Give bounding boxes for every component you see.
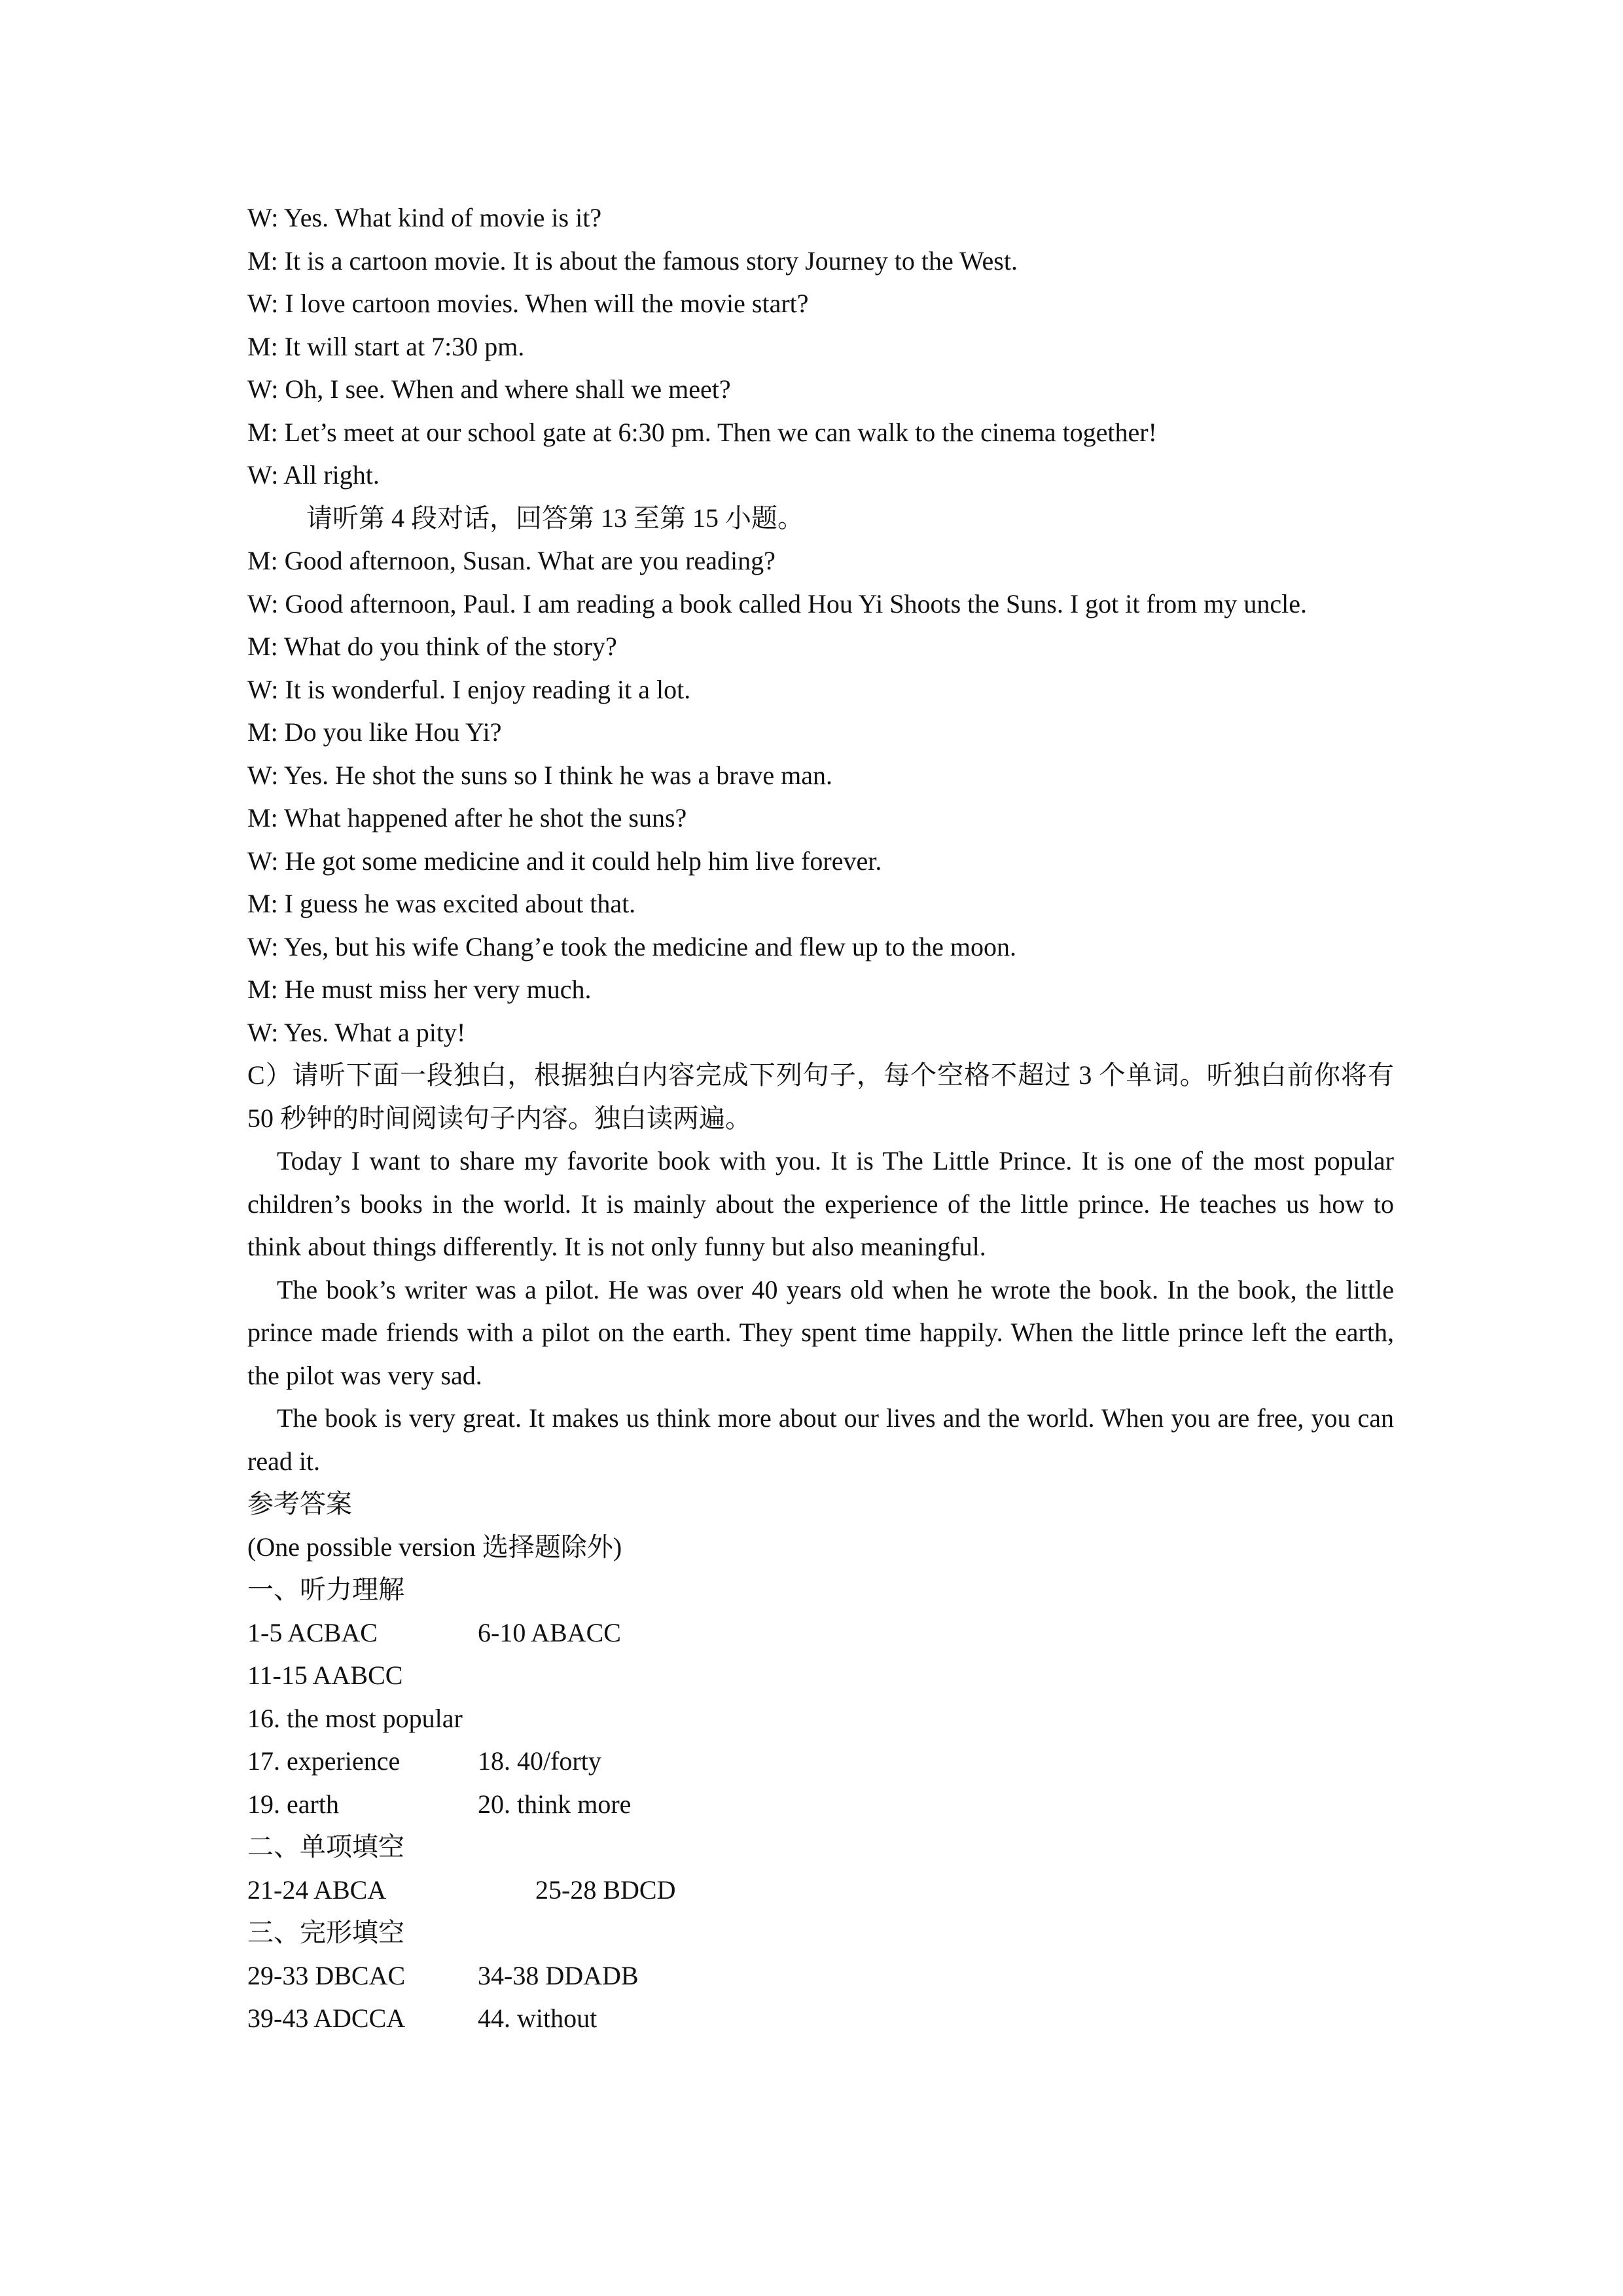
answer-cell: 44. without <box>478 2003 597 2033</box>
answer-cell: 18. 40/forty <box>478 1746 601 1776</box>
monologue-paragraph: Today I want to share my favorite book with you. It is The Little Prince. It is one of the most popular children’s books in the world. It is mainly about the experience of the little prince. He teaches us how to think about things differently. It is not only funny but also meaningful. <box>247 1146 1394 1261</box>
dialog-line: W: Yes. He shot the suns so I think he was a brave man. <box>247 760 832 790</box>
answers-title: 参考答案 <box>247 1489 352 1518</box>
answer-row <box>247 1697 1394 1740</box>
dialog-line: W: Yes, but his wife Chang’e took the medicine and flew up to the moon. <box>247 931 1016 961</box>
answer-cell: 6-10 ABACC <box>478 1617 621 1647</box>
answer-cell: 16. the most popular <box>247 1703 463 1733</box>
answer-cell: 21-24 ABCA <box>247 1874 387 1905</box>
dialog-line: W: I love cartoon movies. When will the movie start? <box>247 289 809 318</box>
answer-cell: 17. experience <box>247 1746 401 1776</box>
dialog-line: W: Yes. What kind of movie is it? <box>247 203 602 232</box>
document-page <box>247 196 1394 2040</box>
answer-cell: 19. earth <box>247 1789 339 1819</box>
answer-row <box>247 1611 1394 1655</box>
answer-cell: 11-15 AABCC <box>247 1660 403 1690</box>
answer-cell: 20. think more <box>478 1789 632 1819</box>
dialog-line: M: It will start at 7:30 pm. <box>247 331 525 361</box>
answer-cell: 29-33 DBCAC <box>247 1960 406 1990</box>
monologue-paragraph: The book’s writer was a pilot. He was over 40 years old when he wrote the book. In the book, the little prince made friends with a pilot on the earth. They spent time happily. When the little prince left the earth, the pilot was very sad. <box>247 1274 1394 1390</box>
section-heading: 一、听力理解 <box>247 1575 404 1604</box>
answer-row <box>247 1997 1394 2040</box>
dialog-line: W: All right. <box>247 460 380 490</box>
answer-row <box>247 1783 1394 1826</box>
answer-row <box>247 1654 1394 1697</box>
answers-note: (One possible version 选择题除外) <box>247 1532 622 1562</box>
monologue-paragraph: The book is very great. It makes us think more about our lives and the world. When you are free, you can read it. <box>247 1403 1394 1476</box>
section-heading: 二、单项填空 <box>247 1832 404 1861</box>
dialog-line: M: I guess he was excited about that. <box>247 889 636 918</box>
dialog-line: W: Yes. What a pity! <box>247 1017 466 1047</box>
dialog-line: M: It is a cartoon movie. It is about the famous story Journey to the West. <box>247 245 1018 276</box>
dialog-line: M: Good afternoon, Susan. What are you reading? <box>247 546 776 575</box>
answer-cell: 1-5 ACBAC <box>247 1617 378 1647</box>
dialog4-instruction: 请听第 4 段对话，回答第 13 至第 15 小题。 <box>306 503 804 533</box>
dialog-line: M: Do you like Hou Yi? <box>247 717 502 747</box>
answer-row <box>247 1740 1394 1783</box>
answer-cell: 39-43 ADCCA <box>247 2003 406 2033</box>
dialog-line: W: He got some medicine and it could help him live forever. <box>247 846 882 876</box>
section-heading: 三、完形填空 <box>247 1918 404 1947</box>
dialog-line: W: It is wonderful. I enjoy reading it a lot. <box>247 674 691 704</box>
dialog-line: M: What happened after he shot the suns? <box>247 803 687 833</box>
monologue-instruction: C）请听下面一段独白，根据独白内容完成下列句子，每个空格不超过 3 个单词。听独白前你将有 50 秒钟的时间阅读句子内容。独白读两遍。 <box>247 1060 1394 1133</box>
dialog-line: M: He must miss her very much. <box>247 975 592 1004</box>
answer-cell: 25-28 BDCD <box>535 1874 676 1905</box>
answer-cell: 34-38 DDADB <box>478 1960 639 1990</box>
answer-row <box>247 1954 1394 1998</box>
dialog-line: M: What do you think of the story? <box>247 632 617 661</box>
dialog-line: W: Good afternoon, Paul. I am reading a book called Hou Yi Shoots the Suns. I got it from my uncle. <box>247 588 1307 619</box>
dialog-line: M: Let’s meet at our school gate at 6:30 pm. Then we can walk to the cinema together! <box>247 417 1157 447</box>
dialog-line: W: Oh, I see. When and where shall we meet? <box>247 374 731 404</box>
answer-row <box>247 1869 1394 1912</box>
